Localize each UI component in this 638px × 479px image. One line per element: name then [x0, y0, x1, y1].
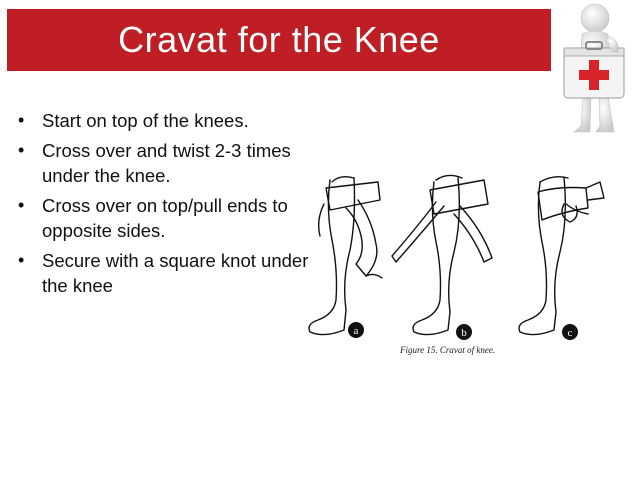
- bullet-text: Start on top of the knees.: [42, 110, 249, 131]
- knee-bandage-figure: [296, 160, 618, 360]
- leg-bandage-illustration-b: [392, 175, 492, 334]
- bullet-text: Secure with a square knot under the knee: [42, 250, 309, 296]
- panel-label: c: [567, 327, 573, 339]
- leg-bandage-illustration-a: [309, 177, 382, 335]
- bullet-item: [12, 193, 312, 243]
- slide-title: Cravat for the Knee: [118, 19, 440, 60]
- bullet-marker: •: [18, 140, 25, 160]
- bullet-marker: •: [18, 110, 25, 130]
- leg-bandage-illustration-c: [519, 177, 604, 335]
- bullet-marker: •: [18, 195, 25, 215]
- panel-label: b: [461, 327, 467, 339]
- bullet-item: [12, 248, 312, 298]
- bullet-list: [12, 108, 312, 303]
- bullet-text: Cross over on top/pull ends to opposite sides.: [42, 195, 288, 241]
- title-bar: [7, 9, 551, 71]
- bullet-marker: •: [18, 250, 25, 270]
- bullet-item: [12, 138, 312, 188]
- figure-caption: Figure 15. Cravat of knee.: [400, 345, 496, 355]
- first-aid-kit-figure-icon: [552, 0, 638, 140]
- bullet-item: [12, 108, 312, 133]
- panel-label: a: [353, 325, 359, 337]
- bullet-text: Cross over and twist 2-3 times under the knee.: [42, 140, 291, 186]
